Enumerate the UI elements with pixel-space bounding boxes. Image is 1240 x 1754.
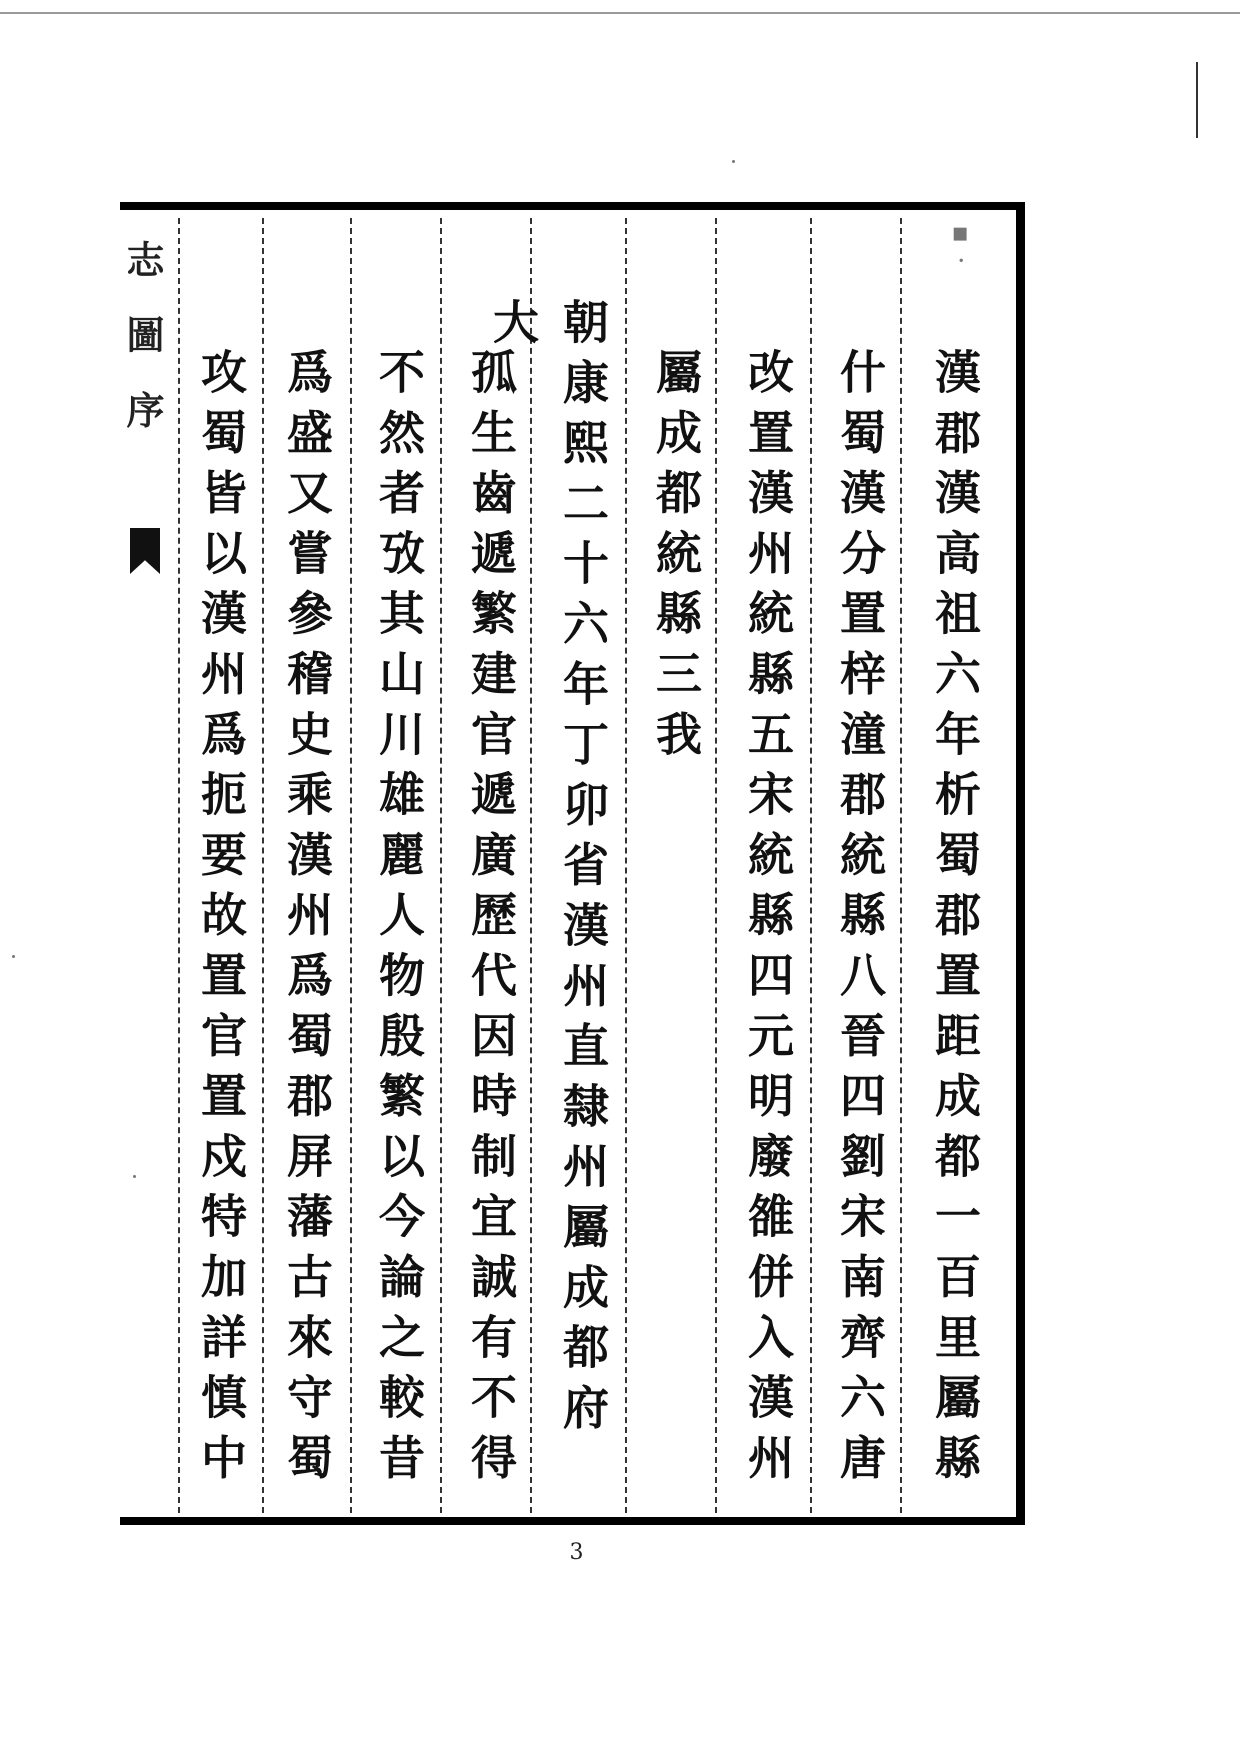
column-divider bbox=[625, 218, 627, 1513]
text-column-2: 什蜀漢分置梓潼郡統縣八晉四劉宋南齊六唐 bbox=[833, 348, 887, 1494]
text-column-3: 改置漢州統縣五宋統縣四元明廢雒併入漢州 bbox=[741, 348, 795, 1494]
text-column-9: 攻蜀皆以漢州爲扼要故置官置戍特加詳慎中 bbox=[194, 348, 248, 1494]
text-column-8: 爲盛又嘗參稽史乘漢州爲蜀郡屏藩古來守蜀 bbox=[280, 348, 334, 1494]
scan-top-rule bbox=[0, 12, 1240, 14]
column-divider bbox=[178, 218, 180, 1513]
book-margin-title: 志 圖 序 bbox=[120, 240, 165, 441]
frame-corner-mark: ▪ · bbox=[945, 218, 975, 265]
text-column-7: 不然者攷其山川雄麗人物殷繁以今論之較昔 bbox=[372, 348, 426, 1494]
text-column-4: 屬成都統縣三我 bbox=[649, 348, 703, 771]
text-column-6: 孤生齒遞繁建官遞廣歷代因時制宜誠有不得 bbox=[464, 348, 518, 1494]
column-divider bbox=[440, 218, 442, 1513]
column-divider bbox=[900, 218, 902, 1513]
scan-speck bbox=[732, 160, 735, 163]
column-divider bbox=[715, 218, 717, 1513]
column-divider bbox=[350, 218, 352, 1513]
text-column-5: 朝康熙二十六年丁卯省漢州直隸州屬成都府大 bbox=[486, 298, 610, 1444]
text-column-1: 漢郡漢高祖六年析蜀郡置距成都一百里屬縣 bbox=[928, 348, 982, 1494]
column-divider bbox=[262, 218, 264, 1513]
column-divider bbox=[810, 218, 812, 1513]
scan-edge-mark bbox=[1196, 62, 1198, 138]
page-number: 3 bbox=[569, 1540, 584, 1565]
column-divider bbox=[530, 218, 532, 1513]
scan-speck bbox=[12, 955, 15, 958]
